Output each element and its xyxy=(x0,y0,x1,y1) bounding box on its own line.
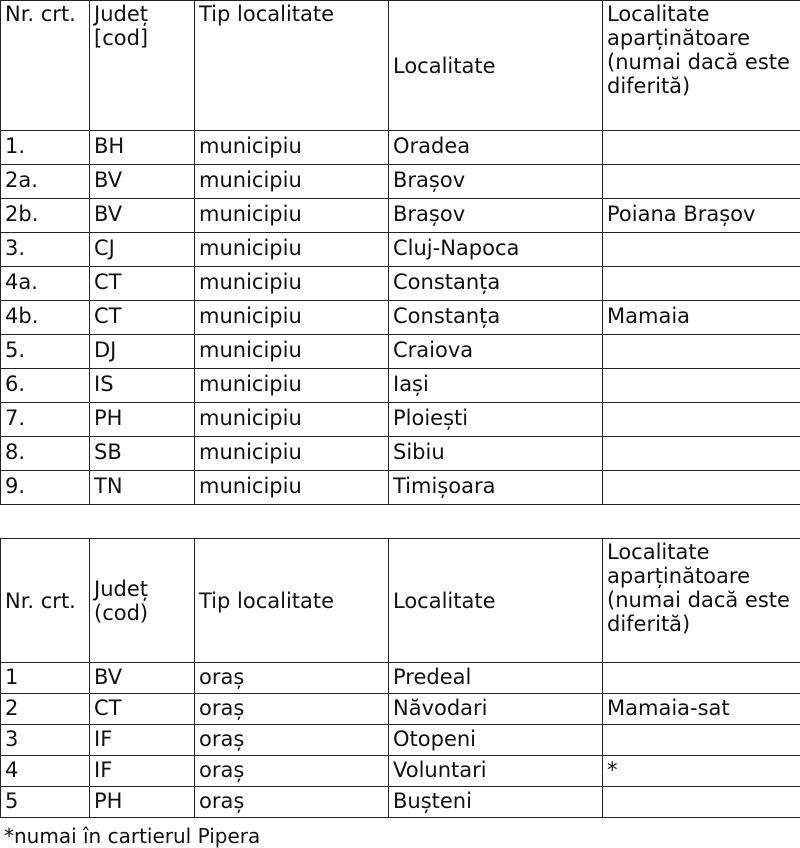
header-judet-cod: Județ (cod) xyxy=(90,539,195,663)
cell-localitate: Brașov xyxy=(389,165,603,199)
cell-tip-localitate: oraș xyxy=(195,756,389,787)
footnote: *numai în cartierul Pipera xyxy=(4,824,260,848)
cell-tip-localitate: oraș xyxy=(195,787,389,818)
cell-nr-crt: 3. xyxy=(1,233,90,267)
cell-localitate: Constanța xyxy=(389,301,603,335)
cell-localitate: Otopeni xyxy=(389,725,603,756)
table-row xyxy=(1,694,800,725)
cell-judet: BV xyxy=(90,199,195,233)
cell-localitate-apartinatoare: Mamaia xyxy=(603,301,800,335)
cell-judet: CT xyxy=(90,694,195,725)
cell-tip-localitate: municipiu xyxy=(195,131,389,165)
cell-nr-crt: 6. xyxy=(1,369,90,403)
cell-judet: BV xyxy=(90,663,195,694)
cell-nr-crt: 4 xyxy=(1,756,90,787)
cell-localitate: Voluntari xyxy=(389,756,603,787)
table-row xyxy=(1,335,800,369)
table-row xyxy=(1,471,800,505)
cell-nr-crt: 4a. xyxy=(1,267,90,301)
cell-tip-localitate: municipiu xyxy=(195,403,389,437)
cell-localitate-apartinatoare xyxy=(603,437,800,471)
cell-localitate: Cluj-Napoca xyxy=(389,233,603,267)
cell-tip-localitate: municipiu xyxy=(195,233,389,267)
cell-judet: CJ xyxy=(90,233,195,267)
cell-localitate: Timișoara xyxy=(389,471,603,505)
cell-localitate-apartinatoare xyxy=(603,335,800,369)
cell-tip-localitate: municipiu xyxy=(195,471,389,505)
cell-localitate-apartinatoare: Mamaia-sat xyxy=(603,694,800,725)
cell-tip-localitate: municipiu xyxy=(195,199,389,233)
table-row xyxy=(1,403,800,437)
cell-judet: TN xyxy=(90,471,195,505)
cell-judet: SB xyxy=(90,437,195,471)
cell-nr-crt: 8. xyxy=(1,437,90,471)
cell-tip-localitate: oraș xyxy=(195,694,389,725)
cell-nr-crt: 2 xyxy=(1,694,90,725)
cell-judet: CT xyxy=(90,301,195,335)
cell-localitate: Năvodari xyxy=(389,694,603,725)
cell-tip-localitate: municipiu xyxy=(195,335,389,369)
cell-localitate-apartinatoare xyxy=(603,369,800,403)
table-row xyxy=(1,787,800,818)
cell-tip-localitate: municipiu xyxy=(195,165,389,199)
towns-table-body xyxy=(1,539,800,818)
cell-nr-crt: 5. xyxy=(1,335,90,369)
cell-tip-localitate: municipiu xyxy=(195,267,389,301)
cell-localitate: Constanța xyxy=(389,267,603,301)
cell-localitate-apartinatoare: * xyxy=(603,756,800,787)
cell-localitate-apartinatoare xyxy=(603,165,800,199)
table-row xyxy=(1,725,800,756)
cell-judet: IF xyxy=(90,725,195,756)
cell-localitate: Sibiu xyxy=(389,437,603,471)
table-row xyxy=(1,663,800,694)
cell-localitate-apartinatoare xyxy=(603,471,800,505)
cell-localitate-apartinatoare: Poiana Brașov xyxy=(603,199,800,233)
cell-judet: DJ xyxy=(90,335,195,369)
cell-judet: PH xyxy=(90,787,195,818)
cell-judet: BH xyxy=(90,131,195,165)
towns-table xyxy=(0,538,800,818)
header-localitate: Localitate xyxy=(389,539,603,663)
cell-localitate: Predeal xyxy=(389,663,603,694)
header-tip-localitate: Tip localitate xyxy=(195,1,389,131)
table-row xyxy=(1,437,800,471)
cell-judet: BV xyxy=(90,165,195,199)
cell-localitate: Oradea xyxy=(389,131,603,165)
table-header-row xyxy=(1,539,800,663)
header-localitate: Localitate xyxy=(389,1,603,131)
table-row xyxy=(1,199,800,233)
header-tip-localitate: Tip localitate xyxy=(195,539,389,663)
cell-localitate-apartinatoare xyxy=(603,403,800,437)
cell-tip-localitate: municipiu xyxy=(195,301,389,335)
cell-nr-crt: 5 xyxy=(1,787,90,818)
cell-judet: CT xyxy=(90,267,195,301)
cell-tip-localitate: municipiu xyxy=(195,369,389,403)
header-localitate-apartinatoare: Localitate aparținătoare (numai dacă este diferită) xyxy=(603,539,800,663)
cell-judet: PH xyxy=(90,403,195,437)
table-row xyxy=(1,165,800,199)
cell-localitate: Brașov xyxy=(389,199,603,233)
cell-localitate-apartinatoare xyxy=(603,267,800,301)
cell-nr-crt: 3 xyxy=(1,725,90,756)
cell-localitate-apartinatoare xyxy=(603,725,800,756)
header-nr-crt: Nr. crt. xyxy=(1,539,90,663)
cell-judet: IF xyxy=(90,756,195,787)
table-row xyxy=(1,233,800,267)
header-judet-cod: Județ [cod] xyxy=(90,1,195,131)
cell-localitate: Iași xyxy=(389,369,603,403)
cell-tip-localitate: municipiu xyxy=(195,437,389,471)
cell-localitate: Bușteni xyxy=(389,787,603,818)
header-localitate-apartinatoare: Localitate aparținătoare (numai dacă este diferită) xyxy=(603,1,800,131)
cell-nr-crt: 4b. xyxy=(1,301,90,335)
cell-localitate-apartinatoare xyxy=(603,131,800,165)
table-row xyxy=(1,369,800,403)
cell-judet: IS xyxy=(90,369,195,403)
cell-localitate: Ploiești xyxy=(389,403,603,437)
cell-nr-crt: 2a. xyxy=(1,165,90,199)
cell-nr-crt: 2b. xyxy=(1,199,90,233)
cell-tip-localitate: oraș xyxy=(195,725,389,756)
table-header-row xyxy=(1,1,800,131)
cell-localitate: Craiova xyxy=(389,335,603,369)
cell-nr-crt: 7. xyxy=(1,403,90,437)
cell-nr-crt: 9. xyxy=(1,471,90,505)
cell-localitate-apartinatoare xyxy=(603,663,800,694)
cell-tip-localitate: oraș xyxy=(195,663,389,694)
cell-nr-crt: 1 xyxy=(1,663,90,694)
cell-localitate-apartinatoare xyxy=(603,233,800,267)
cell-localitate-apartinatoare xyxy=(603,787,800,818)
table-row xyxy=(1,267,800,301)
table-row xyxy=(1,301,800,335)
table-row xyxy=(1,131,800,165)
cell-nr-crt: 1. xyxy=(1,131,90,165)
municipalities-table-body xyxy=(1,1,800,505)
header-nr-crt: Nr. crt. xyxy=(1,1,90,131)
table-row xyxy=(1,756,800,787)
